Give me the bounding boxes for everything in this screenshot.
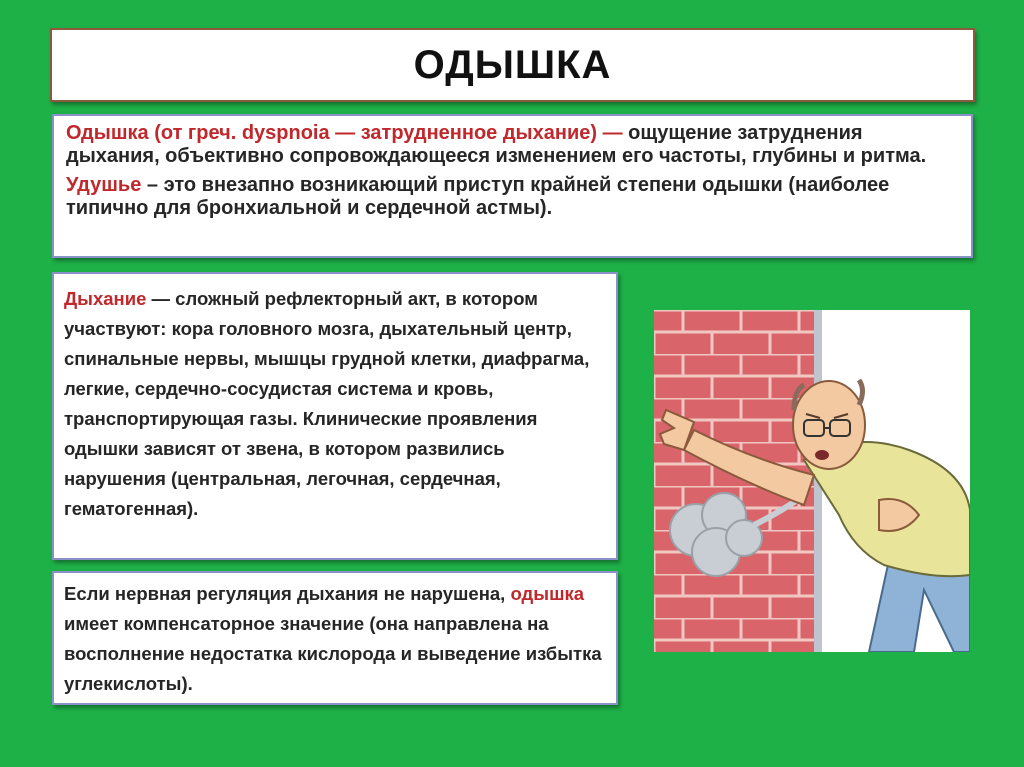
definition-box: [52, 114, 973, 258]
dyspnea-term: Одышка (от греч. dyspnoia — затрудненное дыхание) —: [66, 122, 623, 144]
breathing-term: Дыхание: [64, 288, 147, 309]
asphyxia-text: – это внезапно возникающий приступ крайней степени одышки (наиболее типично для бронхиальной и сердечной астмы).: [66, 174, 890, 219]
breathing-box: [52, 272, 618, 560]
asphyxia-term: Удушье: [66, 174, 142, 196]
breathless-man-illustration: [654, 310, 970, 652]
page-title: ОДЫШКА: [413, 42, 612, 87]
dyspnea-definition: [66, 122, 959, 168]
compensation-term: одышка: [510, 583, 585, 604]
asphyxia-definition: [66, 174, 959, 220]
compensation-text-before: Если нервная регуляция дыхания не нарушена,: [64, 583, 511, 604]
title-box: [50, 28, 975, 102]
breathing-paragraph: [64, 284, 606, 524]
dyspnea-text: ощущение затруднения дыхания, объективно сопровождающееся изменением его частоты, глубины и ритма.: [66, 122, 927, 167]
compensation-text-after: имеет компенсаторное значение (она направлена на восполнение недостатка кислорода и выведение избытка углекислоты).: [64, 613, 602, 694]
compensation-paragraph: [64, 579, 606, 699]
breathing-text: — сложный рефлекторный акт, в котором участвуют: кора головного мозга, дыхательный центр, спинальные нервы, мышцы грудной клетки, диафрагма, легкие, сердечно-сосудистая система и кровь, транспортирующая газы. Клинические проявления одышки зависят от звена, в котором развились нарушения (центральная, легочная, сердечная, гематогенная).: [64, 288, 590, 519]
compensation-box: [52, 571, 618, 705]
man-mouth: [815, 450, 829, 460]
